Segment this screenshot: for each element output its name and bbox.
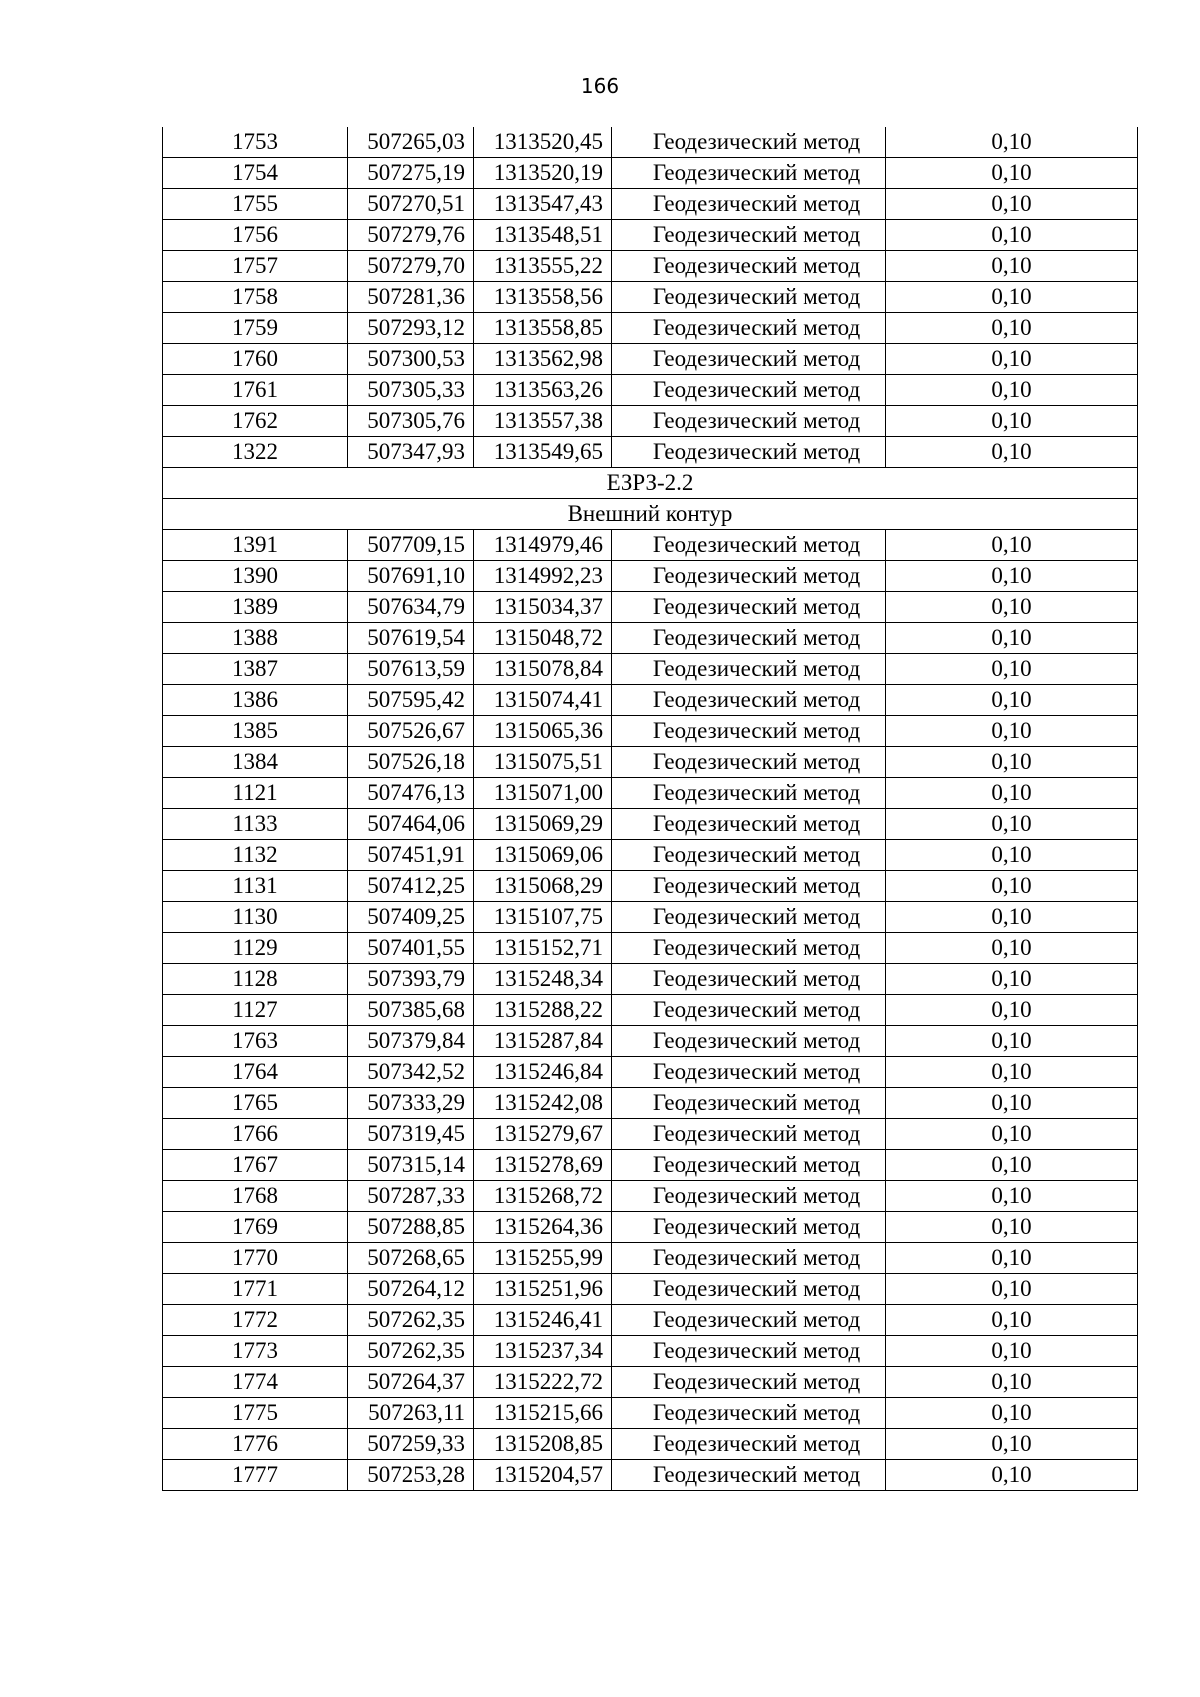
point-number-cell: 1753 — [163, 127, 348, 158]
y-coordinate-cell: 1313558,85 — [474, 313, 612, 344]
table-row — [163, 313, 1138, 344]
y-coordinate-cell: 1315251,96 — [474, 1274, 612, 1305]
accuracy-cell: 0,10 — [886, 189, 1138, 220]
table-body-before — [163, 127, 1138, 468]
table-row — [163, 964, 1138, 995]
point-number-cell: 1132 — [163, 840, 348, 871]
method-cell: Геодезический метод — [612, 871, 886, 902]
table-row — [163, 1398, 1138, 1429]
point-number-cell: 1767 — [163, 1150, 348, 1181]
table-row — [163, 127, 1138, 158]
accuracy-cell: 0,10 — [886, 933, 1138, 964]
y-coordinate-cell: 1315248,34 — [474, 964, 612, 995]
y-coordinate-cell: 1315204,57 — [474, 1460, 612, 1491]
x-coordinate-cell: 507262,35 — [348, 1336, 474, 1367]
y-coordinate-cell: 1313562,98 — [474, 344, 612, 375]
method-cell: Геодезический метод — [612, 127, 886, 158]
point-number-cell: 1389 — [163, 592, 348, 623]
method-cell: Геодезический метод — [612, 1305, 886, 1336]
x-coordinate-cell: 507279,76 — [348, 220, 474, 251]
point-number-cell: 1770 — [163, 1243, 348, 1274]
point-number-cell: 1391 — [163, 530, 348, 561]
accuracy-cell: 0,10 — [886, 220, 1138, 251]
table-row — [163, 1212, 1138, 1243]
section-title: ЕЗРЗ-2.2 — [163, 468, 1138, 499]
table-row — [163, 840, 1138, 871]
point-number-cell: 1769 — [163, 1212, 348, 1243]
point-number-cell: 1128 — [163, 964, 348, 995]
table-row — [163, 1119, 1138, 1150]
table-row — [163, 1367, 1138, 1398]
y-coordinate-cell: 1313549,65 — [474, 437, 612, 468]
y-coordinate-cell: 1315152,71 — [474, 933, 612, 964]
point-number-cell: 1772 — [163, 1305, 348, 1336]
table-row — [163, 220, 1138, 251]
x-coordinate-cell: 507262,35 — [348, 1305, 474, 1336]
method-cell: Геодезический метод — [612, 530, 886, 561]
table-row — [163, 1460, 1138, 1491]
accuracy-cell: 0,10 — [886, 313, 1138, 344]
x-coordinate-cell: 507275,19 — [348, 158, 474, 189]
point-number-cell: 1762 — [163, 406, 348, 437]
y-coordinate-cell: 1314992,23 — [474, 561, 612, 592]
accuracy-cell: 0,10 — [886, 1243, 1138, 1274]
method-cell: Геодезический метод — [612, 1119, 886, 1150]
accuracy-cell: 0,10 — [886, 592, 1138, 623]
y-coordinate-cell: 1315071,00 — [474, 778, 612, 809]
point-number-cell: 1758 — [163, 282, 348, 313]
table-row — [163, 1057, 1138, 1088]
point-number-cell: 1387 — [163, 654, 348, 685]
method-cell: Геодезический метод — [612, 313, 886, 344]
accuracy-cell: 0,10 — [886, 871, 1138, 902]
point-number-cell: 1771 — [163, 1274, 348, 1305]
x-coordinate-cell: 507379,84 — [348, 1026, 474, 1057]
accuracy-cell: 0,10 — [886, 995, 1138, 1026]
accuracy-cell: 0,10 — [886, 1212, 1138, 1243]
method-cell: Геодезический метод — [612, 747, 886, 778]
accuracy-cell: 0,10 — [886, 654, 1138, 685]
method-cell: Геодезический метод — [612, 1367, 886, 1398]
accuracy-cell: 0,10 — [886, 561, 1138, 592]
x-coordinate-cell: 507393,79 — [348, 964, 474, 995]
x-coordinate-cell: 507476,13 — [348, 778, 474, 809]
point-number-cell: 1390 — [163, 561, 348, 592]
x-coordinate-cell: 507263,11 — [348, 1398, 474, 1429]
point-number-cell: 1776 — [163, 1429, 348, 1460]
y-coordinate-cell: 1315237,34 — [474, 1336, 612, 1367]
point-number-cell: 1760 — [163, 344, 348, 375]
accuracy-cell: 0,10 — [886, 158, 1138, 189]
point-number-cell: 1764 — [163, 1057, 348, 1088]
x-coordinate-cell: 507401,55 — [348, 933, 474, 964]
accuracy-cell: 0,10 — [886, 840, 1138, 871]
table-row — [163, 1243, 1138, 1274]
method-cell: Геодезический метод — [612, 716, 886, 747]
method-cell: Геодезический метод — [612, 840, 886, 871]
accuracy-cell: 0,10 — [886, 1367, 1138, 1398]
method-cell: Геодезический метод — [612, 1088, 886, 1119]
accuracy-cell: 0,10 — [886, 1429, 1138, 1460]
x-coordinate-cell: 507385,68 — [348, 995, 474, 1026]
x-coordinate-cell: 507287,33 — [348, 1181, 474, 1212]
point-number-cell: 1384 — [163, 747, 348, 778]
x-coordinate-cell: 507264,37 — [348, 1367, 474, 1398]
x-coordinate-cell: 507595,42 — [348, 685, 474, 716]
y-coordinate-cell: 1315279,67 — [474, 1119, 612, 1150]
x-coordinate-cell: 507265,03 — [348, 127, 474, 158]
method-cell: Геодезический метод — [612, 654, 886, 685]
table-row — [163, 530, 1138, 561]
accuracy-cell: 0,10 — [886, 344, 1138, 375]
point-number-cell: 1773 — [163, 1336, 348, 1367]
accuracy-cell: 0,10 — [886, 1274, 1138, 1305]
table-row — [163, 1150, 1138, 1181]
y-coordinate-cell: 1313520,19 — [474, 158, 612, 189]
table-row — [163, 747, 1138, 778]
point-number-cell: 1130 — [163, 902, 348, 933]
y-coordinate-cell: 1313547,43 — [474, 189, 612, 220]
y-coordinate-cell: 1313520,45 — [474, 127, 612, 158]
x-coordinate-cell: 507270,51 — [348, 189, 474, 220]
point-number-cell: 1759 — [163, 313, 348, 344]
table-row — [163, 1088, 1138, 1119]
y-coordinate-cell: 1315288,22 — [474, 995, 612, 1026]
y-coordinate-cell: 1315107,75 — [474, 902, 612, 933]
y-coordinate-cell: 1315287,84 — [474, 1026, 612, 1057]
accuracy-cell: 0,10 — [886, 437, 1138, 468]
x-coordinate-cell: 507709,15 — [348, 530, 474, 561]
x-coordinate-cell: 507305,33 — [348, 375, 474, 406]
method-cell: Геодезический метод — [612, 933, 886, 964]
accuracy-cell: 0,10 — [886, 282, 1138, 313]
table-row — [163, 375, 1138, 406]
y-coordinate-cell: 1315068,29 — [474, 871, 612, 902]
method-cell: Геодезический метод — [612, 158, 886, 189]
point-number-cell: 1131 — [163, 871, 348, 902]
y-coordinate-cell: 1313558,56 — [474, 282, 612, 313]
point-number-cell: 1766 — [163, 1119, 348, 1150]
table-row — [163, 685, 1138, 716]
x-coordinate-cell: 507619,54 — [348, 623, 474, 654]
table-row — [163, 716, 1138, 747]
x-coordinate-cell: 507333,29 — [348, 1088, 474, 1119]
method-cell: Геодезический метод — [612, 406, 886, 437]
point-number-cell: 1133 — [163, 809, 348, 840]
y-coordinate-cell: 1313563,26 — [474, 375, 612, 406]
point-number-cell: 1761 — [163, 375, 348, 406]
point-number-cell: 1127 — [163, 995, 348, 1026]
method-cell: Геодезический метод — [612, 1398, 886, 1429]
contour-title-row — [163, 499, 1138, 530]
table-body-after — [163, 530, 1138, 1491]
table-row — [163, 809, 1138, 840]
accuracy-cell: 0,10 — [886, 685, 1138, 716]
table-row — [163, 1274, 1138, 1305]
table-row — [163, 654, 1138, 685]
point-number-cell: 1385 — [163, 716, 348, 747]
y-coordinate-cell: 1315222,72 — [474, 1367, 612, 1398]
method-cell: Геодезический метод — [612, 1057, 886, 1088]
accuracy-cell: 0,10 — [886, 375, 1138, 406]
accuracy-cell: 0,10 — [886, 778, 1138, 809]
table-row — [163, 1181, 1138, 1212]
point-number-cell: 1774 — [163, 1367, 348, 1398]
accuracy-cell: 0,10 — [886, 1305, 1138, 1336]
table-row — [163, 437, 1138, 468]
table-row — [163, 251, 1138, 282]
table-row — [163, 933, 1138, 964]
point-number-cell: 1754 — [163, 158, 348, 189]
x-coordinate-cell: 507293,12 — [348, 313, 474, 344]
method-cell: Геодезический метод — [612, 964, 886, 995]
method-cell: Геодезический метод — [612, 1336, 886, 1367]
table-row — [163, 561, 1138, 592]
y-coordinate-cell: 1315268,72 — [474, 1181, 612, 1212]
y-coordinate-cell: 1315069,06 — [474, 840, 612, 871]
accuracy-cell: 0,10 — [886, 902, 1138, 933]
y-coordinate-cell: 1315242,08 — [474, 1088, 612, 1119]
point-number-cell: 1129 — [163, 933, 348, 964]
accuracy-cell: 0,10 — [886, 127, 1138, 158]
section-title-row — [163, 468, 1138, 499]
x-coordinate-cell: 507634,79 — [348, 592, 474, 623]
method-cell: Геодезический метод — [612, 1429, 886, 1460]
x-coordinate-cell: 507412,25 — [348, 871, 474, 902]
section-header-group — [163, 468, 1138, 530]
point-number-cell: 1775 — [163, 1398, 348, 1429]
table-row — [163, 1026, 1138, 1057]
y-coordinate-cell: 1313557,38 — [474, 406, 612, 437]
y-coordinate-cell: 1315074,41 — [474, 685, 612, 716]
accuracy-cell: 0,10 — [886, 1088, 1138, 1119]
point-number-cell: 1386 — [163, 685, 348, 716]
x-coordinate-cell: 507305,76 — [348, 406, 474, 437]
accuracy-cell: 0,10 — [886, 1398, 1138, 1429]
method-cell: Геодезический метод — [612, 561, 886, 592]
method-cell: Геодезический метод — [612, 1460, 886, 1491]
y-coordinate-cell: 1315075,51 — [474, 747, 612, 778]
y-coordinate-cell: 1315278,69 — [474, 1150, 612, 1181]
accuracy-cell: 0,10 — [886, 530, 1138, 561]
x-coordinate-cell: 507253,28 — [348, 1460, 474, 1491]
table-row — [163, 1305, 1138, 1336]
y-coordinate-cell: 1315255,99 — [474, 1243, 612, 1274]
method-cell: Геодезический метод — [612, 778, 886, 809]
point-number-cell: 1322 — [163, 437, 348, 468]
table-row — [163, 1336, 1138, 1367]
x-coordinate-cell: 507526,67 — [348, 716, 474, 747]
method-cell: Геодезический метод — [612, 437, 886, 468]
y-coordinate-cell: 1315078,84 — [474, 654, 612, 685]
point-number-cell: 1388 — [163, 623, 348, 654]
page-number: 166 — [580, 74, 620, 98]
method-cell: Геодезический метод — [612, 282, 886, 313]
x-coordinate-cell: 507464,06 — [348, 809, 474, 840]
table-row — [163, 282, 1138, 313]
table-row — [163, 995, 1138, 1026]
y-coordinate-cell: 1315034,37 — [474, 592, 612, 623]
table-row — [163, 344, 1138, 375]
point-number-cell: 1768 — [163, 1181, 348, 1212]
method-cell: Геодезический метод — [612, 623, 886, 654]
table-row — [163, 406, 1138, 437]
accuracy-cell: 0,10 — [886, 1181, 1138, 1212]
accuracy-cell: 0,10 — [886, 623, 1138, 654]
accuracy-cell: 0,10 — [886, 251, 1138, 282]
point-number-cell: 1777 — [163, 1460, 348, 1491]
accuracy-cell: 0,10 — [886, 1119, 1138, 1150]
x-coordinate-cell: 507259,33 — [348, 1429, 474, 1460]
x-coordinate-cell: 507526,18 — [348, 747, 474, 778]
point-number-cell: 1755 — [163, 189, 348, 220]
x-coordinate-cell: 507315,14 — [348, 1150, 474, 1181]
method-cell: Геодезический метод — [612, 592, 886, 623]
point-number-cell: 1121 — [163, 778, 348, 809]
table-row — [163, 902, 1138, 933]
y-coordinate-cell: 1315069,29 — [474, 809, 612, 840]
x-coordinate-cell: 507300,53 — [348, 344, 474, 375]
method-cell: Геодезический метод — [612, 685, 886, 716]
y-coordinate-cell: 1313555,22 — [474, 251, 612, 282]
table-row — [163, 871, 1138, 902]
method-cell: Геодезический метод — [612, 995, 886, 1026]
x-coordinate-cell: 507268,65 — [348, 1243, 474, 1274]
y-coordinate-cell: 1315215,66 — [474, 1398, 612, 1429]
contour-title: Внешний контур — [163, 499, 1138, 530]
table-row — [163, 189, 1138, 220]
accuracy-cell: 0,10 — [886, 1336, 1138, 1367]
point-number-cell: 1763 — [163, 1026, 348, 1057]
method-cell: Геодезический метод — [612, 902, 886, 933]
y-coordinate-cell: 1315246,41 — [474, 1305, 612, 1336]
method-cell: Геодезический метод — [612, 375, 886, 406]
method-cell: Геодезический метод — [612, 344, 886, 375]
accuracy-cell: 0,10 — [886, 747, 1138, 778]
point-number-cell: 1756 — [163, 220, 348, 251]
method-cell: Геодезический метод — [612, 1274, 886, 1305]
table-row — [163, 592, 1138, 623]
accuracy-cell: 0,10 — [886, 1026, 1138, 1057]
point-number-cell: 1765 — [163, 1088, 348, 1119]
x-coordinate-cell: 507288,85 — [348, 1212, 474, 1243]
x-coordinate-cell: 507613,59 — [348, 654, 474, 685]
table-row — [163, 778, 1138, 809]
accuracy-cell: 0,10 — [886, 1057, 1138, 1088]
table-row — [163, 1429, 1138, 1460]
accuracy-cell: 0,10 — [886, 716, 1138, 747]
x-coordinate-cell: 507409,25 — [348, 902, 474, 933]
y-coordinate-cell: 1315048,72 — [474, 623, 612, 654]
y-coordinate-cell: 1313548,51 — [474, 220, 612, 251]
x-coordinate-cell: 507319,45 — [348, 1119, 474, 1150]
x-coordinate-cell: 507264,12 — [348, 1274, 474, 1305]
method-cell: Геодезический метод — [612, 1212, 886, 1243]
coordinates-table — [162, 127, 1138, 1491]
y-coordinate-cell: 1314979,46 — [474, 530, 612, 561]
accuracy-cell: 0,10 — [886, 809, 1138, 840]
x-coordinate-cell: 507342,52 — [348, 1057, 474, 1088]
method-cell: Геодезический метод — [612, 1181, 886, 1212]
x-coordinate-cell: 507691,10 — [348, 561, 474, 592]
method-cell: Геодезический метод — [612, 251, 886, 282]
y-coordinate-cell: 1315264,36 — [474, 1212, 612, 1243]
y-coordinate-cell: 1315246,84 — [474, 1057, 612, 1088]
y-coordinate-cell: 1315208,85 — [474, 1429, 612, 1460]
x-coordinate-cell: 507281,36 — [348, 282, 474, 313]
y-coordinate-cell: 1315065,36 — [474, 716, 612, 747]
method-cell: Геодезический метод — [612, 220, 886, 251]
method-cell: Геодезический метод — [612, 189, 886, 220]
x-coordinate-cell: 507451,91 — [348, 840, 474, 871]
x-coordinate-cell: 507279,70 — [348, 251, 474, 282]
table-row — [163, 623, 1138, 654]
method-cell: Геодезический метод — [612, 1026, 886, 1057]
table-row — [163, 158, 1138, 189]
method-cell: Геодезический метод — [612, 1243, 886, 1274]
x-coordinate-cell: 507347,93 — [348, 437, 474, 468]
accuracy-cell: 0,10 — [886, 1150, 1138, 1181]
method-cell: Геодезический метод — [612, 809, 886, 840]
point-number-cell: 1757 — [163, 251, 348, 282]
accuracy-cell: 0,10 — [886, 406, 1138, 437]
method-cell: Геодезический метод — [612, 1150, 886, 1181]
accuracy-cell: 0,10 — [886, 1460, 1138, 1491]
accuracy-cell: 0,10 — [886, 964, 1138, 995]
